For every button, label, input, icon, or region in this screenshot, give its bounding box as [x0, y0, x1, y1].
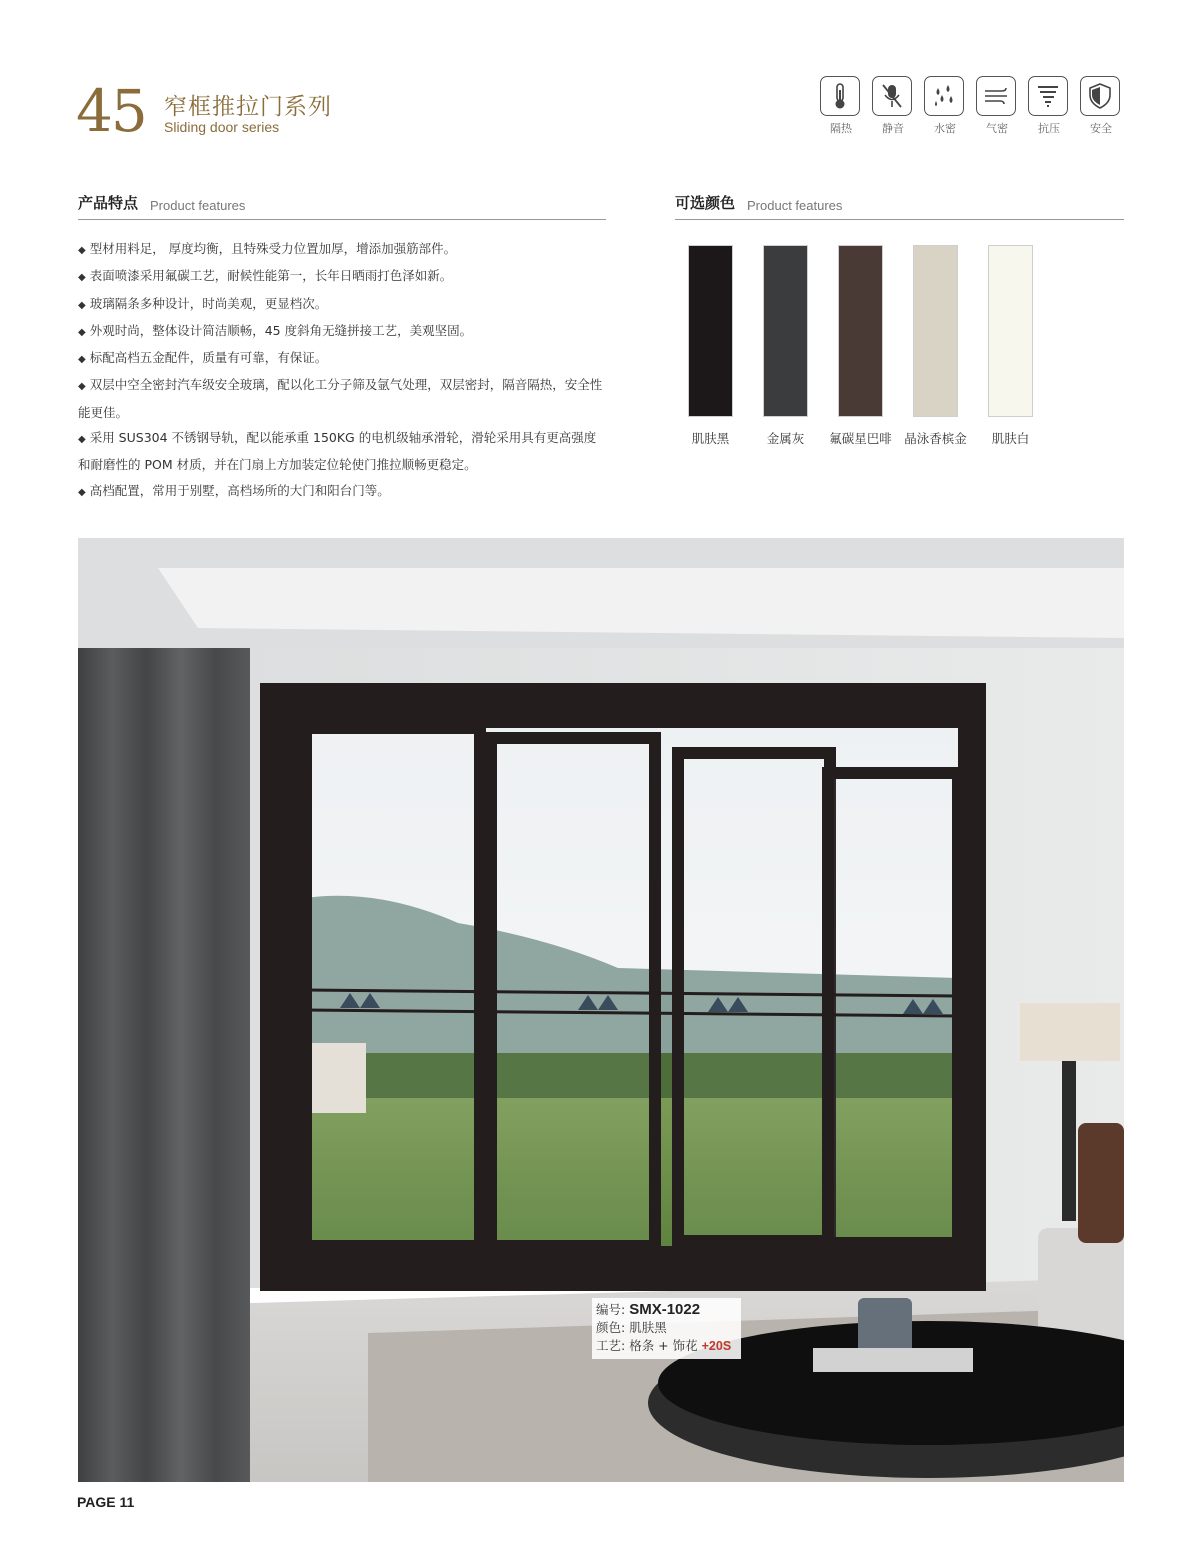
- color-swatch: [763, 245, 808, 417]
- features-heading: [78, 192, 606, 220]
- color-swatch: [838, 245, 883, 417]
- feature-item: ◆ 标配高档五金配件，质量有可靠，有保证。: [78, 350, 328, 366]
- feature-silence: [872, 76, 914, 136]
- series-title-cn: 窄框推拉门系列: [164, 94, 332, 120]
- spec-craft: 工艺: 格条 + 饰花 +20S: [596, 1338, 732, 1353]
- feature-pressure: [1028, 76, 1070, 136]
- tornado-icon: [1028, 76, 1068, 116]
- swatch-label: 肌肤黑: [691, 431, 730, 446]
- performance-icons: [820, 76, 1122, 136]
- thermometer-icon: [820, 76, 860, 116]
- model-number: SMX-1022: [629, 1301, 701, 1318]
- feature-item: ◆ 外观时尚，整体设计简洁顺畅，45 度斜角无缝拼接工艺，美观坚固。: [78, 322, 473, 338]
- icon-label: 安全: [1090, 122, 1112, 135]
- icon-label: 水密: [934, 122, 956, 135]
- feature-airtight: [976, 76, 1018, 136]
- product-spec: [592, 1298, 741, 1359]
- spec-color: 颜色: 肌肤黑: [596, 1320, 667, 1335]
- colors-heading-cn: 可选颜色: [675, 194, 736, 212]
- color-swatch: [988, 245, 1033, 417]
- feature-insulation: [820, 76, 862, 136]
- swatch-item: [763, 245, 808, 447]
- series-title-en: Sliding door series: [164, 119, 280, 135]
- color-swatch: [913, 245, 958, 417]
- wind-icon: [976, 76, 1016, 116]
- swatch-label: 氟碳星巴啡: [829, 431, 892, 446]
- icon-label: 气密: [986, 122, 1008, 135]
- feature-list: [78, 236, 608, 505]
- swatch-item: [904, 245, 967, 447]
- colors-heading-en: Product features: [747, 198, 843, 213]
- colors-heading: [675, 192, 1124, 220]
- swatch-item: [829, 245, 892, 447]
- feature-item: ◆ 型材用料足， 厚度均衡，且特殊受力位置加厚，增添加强筋部件。: [78, 241, 457, 256]
- shield-icon: [1080, 76, 1120, 116]
- color-swatch: [688, 245, 733, 417]
- swatch-item: [988, 245, 1033, 447]
- mute-icon: [872, 76, 912, 116]
- swatch-label: 肌肤白: [991, 431, 1030, 446]
- swatch-label: 金属灰: [766, 431, 805, 446]
- feature-item: ◆ 高档配置，常用于别墅，高档场所的大门和阳台门等。: [78, 482, 390, 498]
- color-swatches: [688, 245, 1033, 447]
- icon-label: 抗压: [1038, 122, 1060, 135]
- feature-item: ◆ 玻璃隔条多种设计，时尚美观，更显档次。: [78, 295, 328, 311]
- swatch-item: [688, 245, 733, 447]
- icon-label: 隔热: [830, 122, 852, 135]
- feature-watertight: [924, 76, 966, 136]
- series-number: 45: [76, 77, 146, 145]
- features-heading-en: Product features: [150, 198, 246, 213]
- water-drops-icon: [924, 76, 964, 116]
- icon-label: 静音: [882, 122, 904, 135]
- spec-model: 编号: SMX-1022: [596, 1301, 701, 1318]
- feature-item: ◆ 表面喷漆采用氟碳工艺，耐候性能第一，长年日晒雨打色泽如新。: [78, 268, 453, 284]
- feature-item: ◆ 双层中空全密封汽车级安全玻璃，配以化工分子筛及氩气处理，双层密封，隔音隔热，安全性能更佳。: [78, 377, 603, 420]
- feature-item: ◆ 采用 SUS304 不锈钢导轨，配以能承重 150KG 的电机级轴承滑轮，滑轮采用具有更高强度和耐磨性的 POM 材质，并在门扇上方加装定位轮使门推拉顺畅更稳定。: [78, 430, 597, 473]
- features-heading-cn: 产品特点: [78, 194, 139, 212]
- swatch-label: 晶泳香槟金: [904, 431, 967, 446]
- page-number: PAGE 11: [77, 1494, 135, 1510]
- feature-safety: [1080, 76, 1122, 136]
